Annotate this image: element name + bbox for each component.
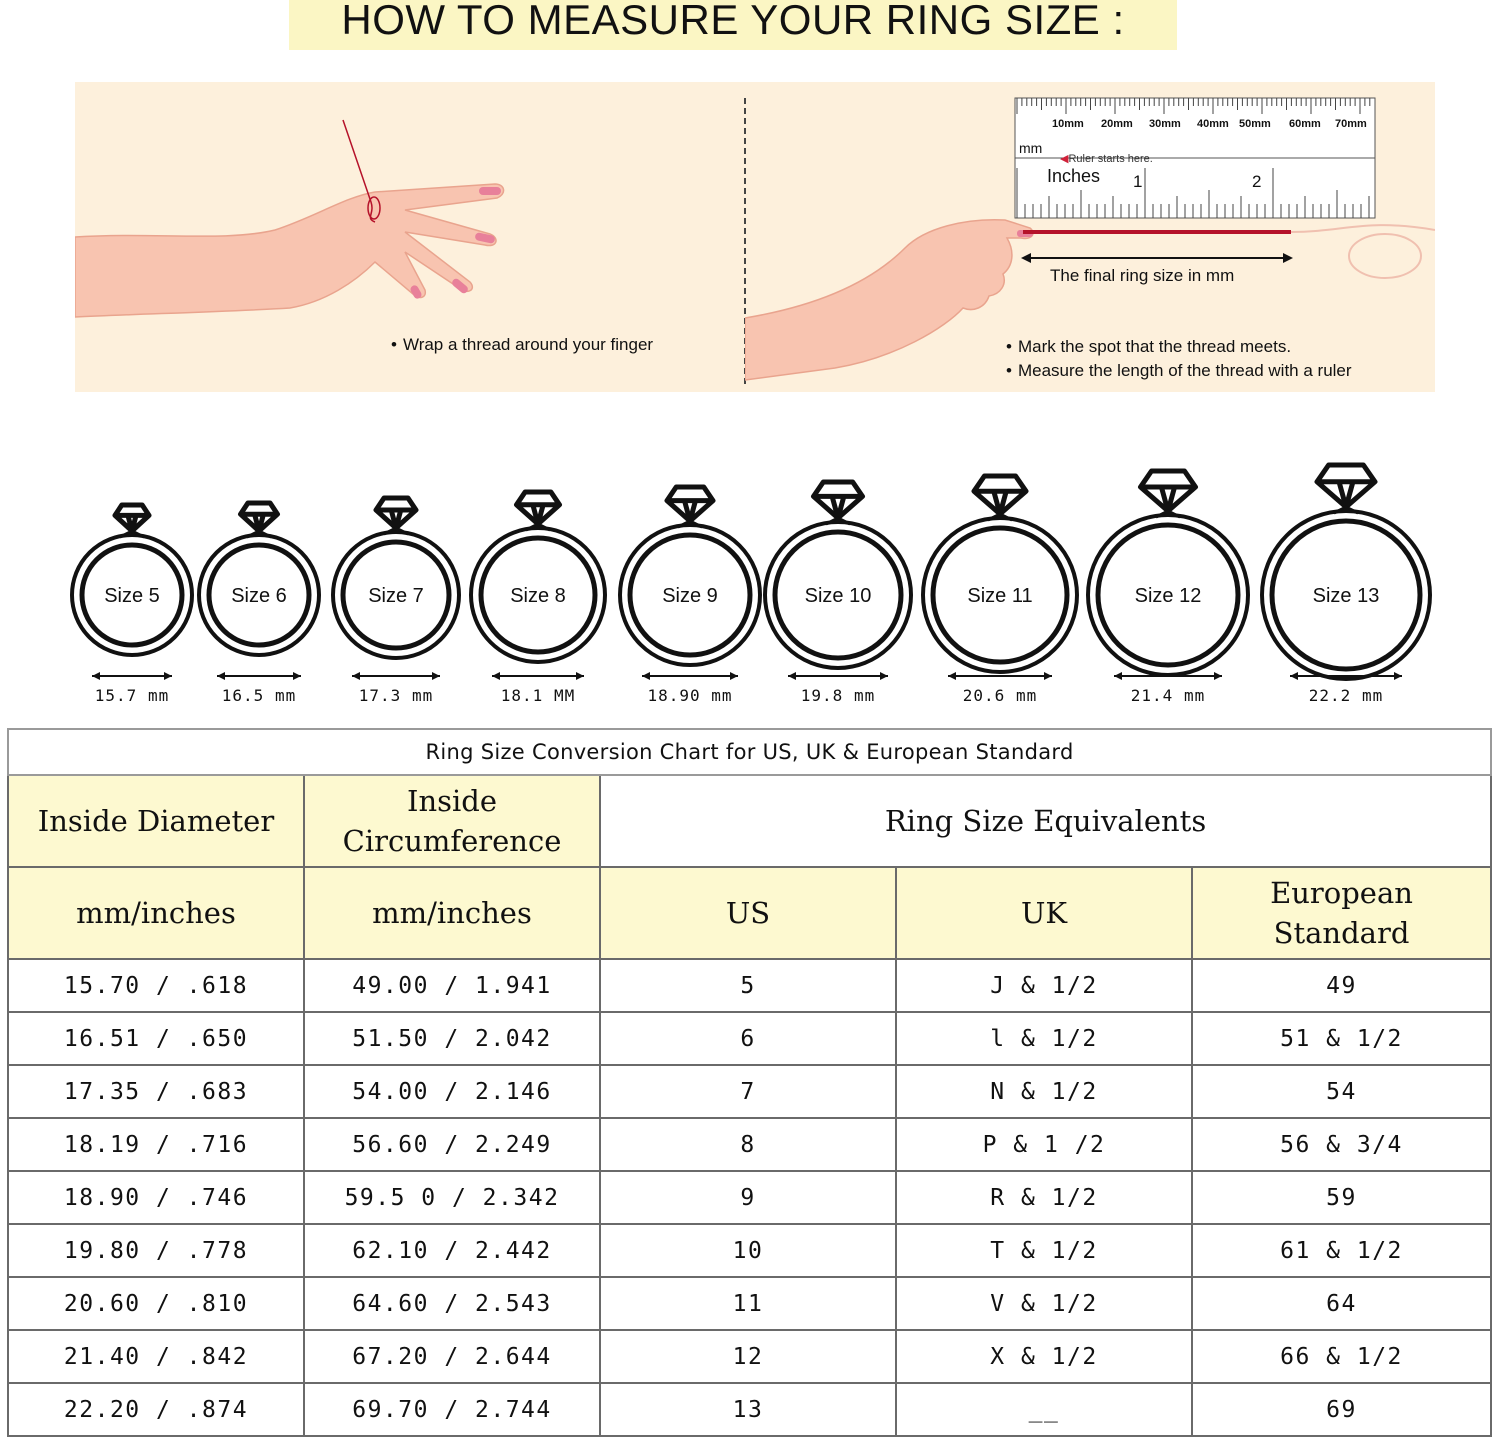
inch-tick-label-2: 2 — [1252, 172, 1262, 191]
arrow-left-icon — [788, 672, 796, 680]
ring-size-8 — [471, 492, 605, 705]
cell-circumference: 62.10 / 2.442 — [304, 1224, 600, 1277]
arrow-left-icon — [492, 672, 500, 680]
arrow-right-icon — [432, 672, 440, 680]
cell-circumference: 64.60 / 2.543 — [304, 1277, 600, 1330]
cell-diameter: 22.20 / .874 — [8, 1383, 304, 1436]
header-circumference-units: mm/inches — [304, 867, 600, 959]
cell-european: 64 — [1192, 1277, 1491, 1330]
arrow-right-icon — [576, 672, 584, 680]
ring-size-label: Size 5 — [104, 585, 160, 607]
cell-diameter: 18.19 / .716 — [8, 1118, 304, 1171]
cell-diameter: 16.51 / .650 — [8, 1012, 304, 1065]
ruler-start-note — [1060, 152, 1153, 165]
ring-size-11 — [923, 476, 1077, 705]
conversion-table — [7, 728, 1492, 1437]
ring-measure-label: 18.1 MM — [500, 686, 576, 705]
header-inside-circumference-text: Inside Circumference — [342, 784, 562, 858]
header-diameter-units: mm/inches — [8, 867, 304, 959]
thread-coil — [1349, 234, 1421, 278]
diamond-icon — [667, 487, 713, 521]
conversion-chart — [7, 728, 1490, 1444]
cell-us: 13 — [600, 1383, 896, 1436]
left-hand — [75, 184, 504, 317]
step-mark-spot: • Mark the spot that the thread meets. — [1006, 337, 1291, 357]
ring-size-label: Size 12 — [1134, 585, 1202, 607]
cell-european: 66 & 1/2 — [1192, 1330, 1491, 1383]
inch-tick-label-1: 1 — [1133, 172, 1143, 191]
cell-circumference: 56.60 / 2.249 — [304, 1118, 600, 1171]
cell-us: 9 — [600, 1171, 896, 1224]
page-title: HOW TO MEASURE YOUR RING SIZE : — [341, 0, 1125, 43]
cell-diameter: 20.60 / .810 — [8, 1277, 304, 1330]
ring-size-12 — [1088, 471, 1248, 705]
cell-us: 11 — [600, 1277, 896, 1330]
table-row — [8, 1383, 1491, 1436]
arrow-left-icon — [1021, 253, 1031, 263]
arrow-left-icon — [948, 672, 956, 680]
table-caption: Ring Size Conversion Chart for US, UK & European Standard — [8, 729, 1491, 775]
cell-uk: __ — [896, 1383, 1192, 1436]
table-row — [8, 1277, 1491, 1330]
table-row — [8, 959, 1491, 1012]
cell-us: 7 — [600, 1065, 896, 1118]
diamond-icon — [115, 505, 149, 531]
inches-label: Inches — [1047, 166, 1101, 186]
table-row — [8, 1171, 1491, 1224]
arrow-left-icon — [1114, 672, 1122, 680]
ring-size-label: Size 8 — [510, 585, 566, 607]
diamond-icon — [241, 503, 278, 531]
ring-size-5 — [72, 505, 192, 705]
cell-us: 6 — [600, 1012, 896, 1065]
arrow-left-icon — [92, 672, 100, 680]
ring-size-label: Size 13 — [1312, 585, 1380, 607]
cell-uk: X & 1/2 — [896, 1330, 1192, 1383]
cell-us: 8 — [600, 1118, 896, 1171]
ring-measure-label: 19.8 mm — [800, 686, 876, 705]
cell-european: 51 & 1/2 — [1192, 1012, 1491, 1065]
diamond-icon — [517, 492, 560, 524]
cell-circumference: 59.5 0 / 2.342 — [304, 1171, 600, 1224]
mm-label: mm — [1019, 140, 1043, 156]
table-row — [8, 1065, 1491, 1118]
mm-tick-label-20: 20mm — [1101, 118, 1133, 130]
nail — [479, 187, 501, 195]
diamond-icon — [376, 498, 416, 528]
cell-diameter: 18.90 / .746 — [8, 1171, 304, 1224]
cell-uk: l & 1/2 — [896, 1012, 1192, 1065]
ring-size-label: Size 6 — [231, 585, 287, 607]
rings-svg — [0, 440, 1500, 710]
cell-circumference: 51.50 / 2.042 — [304, 1012, 600, 1065]
header-inside-circumference — [304, 775, 600, 867]
mm-tick-label-50: 50mm — [1239, 118, 1271, 130]
arrow-left-icon — [217, 672, 225, 680]
diamond-icon — [1141, 471, 1196, 511]
measuring-illustration — [75, 82, 1435, 392]
ring-size-13 — [1262, 465, 1430, 705]
cell-european: 59 — [1192, 1171, 1491, 1224]
arrow-left-icon — [642, 672, 650, 680]
cell-diameter: 19.80 / .778 — [8, 1224, 304, 1277]
header-european-text: European Standard — [1270, 876, 1413, 950]
ring-measure-label: 20.6 mm — [962, 686, 1038, 705]
title-band — [289, 0, 1177, 50]
cell-uk: N & 1/2 — [896, 1065, 1192, 1118]
header-ring-size-equivalents: Ring Size Equivalents — [600, 775, 1491, 867]
arrow-right-icon — [1214, 672, 1222, 680]
table-row — [8, 1224, 1491, 1277]
ring-measure-label: 22.2 mm — [1308, 686, 1384, 705]
cell-uk: P & 1 /2 — [896, 1118, 1192, 1171]
cell-european: 69 — [1192, 1383, 1491, 1436]
ring-size-6 — [199, 503, 319, 705]
ring-size-label: Size 7 — [368, 585, 424, 607]
hand-thread-illustration — [75, 112, 735, 352]
cell-circumference: 49.00 / 1.941 — [304, 959, 600, 1012]
cell-european: 56 & 3/4 — [1192, 1118, 1491, 1171]
cell-uk: J & 1/2 — [896, 959, 1192, 1012]
header-uk: UK — [896, 867, 1192, 959]
arrow-left-icon — [352, 672, 360, 680]
cell-diameter: 17.35 / .683 — [8, 1065, 304, 1118]
header-european — [1192, 867, 1491, 959]
right-hand — [745, 220, 1033, 380]
cell-circumference: 54.00 / 2.146 — [304, 1065, 600, 1118]
step-wrap-thread: • Wrap a thread around your finger — [391, 335, 653, 355]
arrow-left-icon — [1290, 672, 1298, 680]
cell-uk: V & 1/2 — [896, 1277, 1192, 1330]
mm-tick-label-30: 30mm — [1149, 118, 1181, 130]
ring-size-label: Size 11 — [967, 585, 1033, 607]
arrow-right-icon — [1044, 672, 1052, 680]
arrow-right-icon — [293, 672, 301, 680]
arrow-right-icon — [730, 672, 738, 680]
cell-diameter: 15.70 / .618 — [8, 959, 304, 1012]
cell-uk: R & 1/2 — [896, 1171, 1192, 1224]
ruler-start-note-text: Ruler starts here. — [1068, 153, 1153, 165]
arrow-left-icon: ◀ — [1060, 153, 1069, 165]
arrow-right-icon — [1283, 253, 1293, 263]
ring-size-7 — [333, 498, 459, 705]
ring-measure-label: 15.7 mm — [94, 686, 170, 705]
diamond-icon — [1317, 465, 1375, 507]
header-us: US — [600, 867, 896, 959]
table-row — [8, 1118, 1491, 1171]
mm-tick-label-60: 60mm — [1289, 118, 1321, 130]
diamond-icon — [974, 476, 1026, 514]
mm-tick-label-40: 40mm — [1197, 118, 1229, 130]
header-inside-diameter: Inside Diameter — [8, 775, 304, 867]
cell-european: 54 — [1192, 1065, 1491, 1118]
cell-european: 61 & 1/2 — [1192, 1224, 1491, 1277]
cell-european: 49 — [1192, 959, 1491, 1012]
ring-size-label: Size 9 — [662, 585, 718, 607]
ring-size-9 — [620, 487, 760, 705]
mm-tick-label-70: 70mm — [1335, 118, 1367, 130]
table-row — [8, 1012, 1491, 1065]
cell-circumference: 69.70 / 2.744 — [304, 1383, 600, 1436]
cell-diameter: 21.40 / .842 — [8, 1330, 304, 1383]
cell-us: 10 — [600, 1224, 896, 1277]
cell-circumference: 67.20 / 2.644 — [304, 1330, 600, 1383]
step-measure-length: • Measure the length of the thread with a ruler — [1006, 361, 1352, 381]
mm-tick-label-10: 10mm — [1052, 118, 1084, 130]
thread-tail — [1291, 225, 1435, 232]
ring-size-gallery — [0, 440, 1500, 710]
arrow-right-icon — [164, 672, 172, 680]
cell-us: 12 — [600, 1330, 896, 1383]
ring-measure-label: 16.5 mm — [221, 686, 297, 705]
final-size-label: The final ring size in mm — [1050, 266, 1235, 285]
table-body — [8, 959, 1491, 1436]
diamond-icon — [814, 482, 863, 518]
arrow-right-icon — [880, 672, 888, 680]
ring-measure-label: 21.4 mm — [1130, 686, 1206, 705]
cell-uk: T & 1/2 — [896, 1224, 1192, 1277]
ring-size-label: Size 10 — [804, 585, 872, 607]
arrow-right-icon — [1394, 672, 1402, 680]
ring-measure-label: 17.3 mm — [358, 686, 434, 705]
table-row — [8, 1330, 1491, 1383]
ring-size-10 — [765, 482, 911, 705]
ring-measure-label: 18.90 mm — [647, 686, 733, 705]
cell-us: 5 — [600, 959, 896, 1012]
